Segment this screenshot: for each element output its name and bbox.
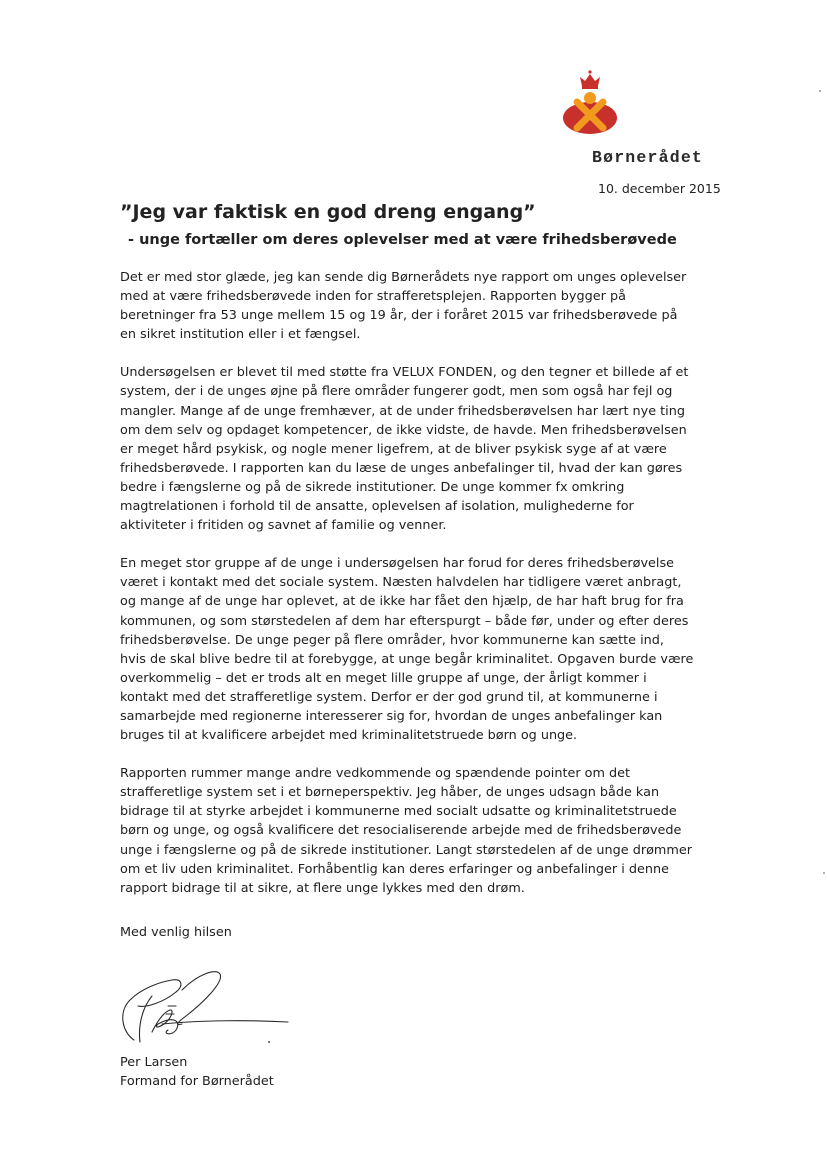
text-line: og mange af de unge har oplevet, at de ikke har fået den hjælp, de har haft brug for fra: [120, 594, 684, 610]
letter-body: [120, 268, 760, 917]
text-line: Rapporten rummer mange andre vedkommende og spændende pointer om det: [120, 766, 631, 782]
text-line: børn og unge, og også kvalificere det resocialiserende arbejde med de frihedsberøvede: [120, 823, 682, 839]
text-line: En meget stor gruppe af de unge i undersøgelsen har forud for deres frihedsberøvelse: [120, 556, 674, 572]
paragraph-3: [120, 554, 760, 745]
text-line: aktiviteter i fritiden og savnet af familie og venner.: [120, 518, 447, 534]
text-line: Det er med stor glæde, jeg kan sende dig Børnerådets nye rapport om unges oplevelser: [120, 270, 687, 285]
text-line: er meget hård psykisk, og nogle mener ligefrem, at de bliver psykisk syge af at være: [120, 441, 667, 457]
text-line: med at være frihedsberøvede inden for strafferetsplejen. Rapporten bygger på: [120, 289, 626, 305]
text-line: samarbejde med regionerne interesserer sig for, hvordan de unges anbefalinger kan: [120, 708, 663, 724]
letter-title: ”Jeg var faktisk en god dreng engang”: [120, 201, 536, 223]
signer-name: Per Larsen: [120, 1055, 188, 1070]
text-line: magtrelationen i forhold til de ansatte, oplevelsen af isolation, mulighederne for: [120, 499, 634, 515]
text-line: kommunen, og som størstedelen af dem har efterspurgt – både før, under og efter deres: [120, 613, 689, 629]
text-line: hvis de skal blive bedre til at forebygge, at unge begår kriminalitet. Opgaven burde være: [120, 651, 694, 667]
letter-subtitle: - unge fortæller om deres oplevelser med at være frihedsberøvede: [128, 232, 677, 248]
borneraadet-logo: [560, 66, 620, 138]
text-line: om dem selv og opdaget kompetencer, de ikke vidste, de havde. Men frihedsberøvelsen: [120, 422, 687, 438]
text-line: bruges til at kvalificere arbejdet med kriminalitetstruede børn og unge.: [120, 728, 578, 744]
paragraph-1: [120, 268, 760, 344]
text-line: rapport bidrage til at sikre, at flere unge lykkes med den drøm.: [120, 880, 525, 896]
text-line: strafferetlige system set i et børneperspektiv. Jeg håber, de unges udsagn både kan: [120, 785, 660, 801]
text-line: mangler. Mange af de unge fremhæver, at de under frihedsberøvelsen har lært nye ting: [120, 403, 685, 419]
letter-date: 10. december 2015: [598, 181, 721, 196]
text-line: kontakt med det strafferetlige system. Derfor er der god grund til, at kommunerne i: [120, 689, 658, 705]
scan-artifact: [823, 872, 825, 874]
paragraph-4: [120, 764, 760, 898]
signer-title: Formand for Børnerådet: [120, 1074, 274, 1089]
crown-icon: [580, 70, 600, 89]
text-line: system, der i de unges øjne på flere områder fungerer godt, men som også har fejl og: [120, 384, 673, 400]
text-line: frihedsberøvede. I rapporten kan du læse de unges anbefalinger til, hvad der kan gøres: [120, 460, 683, 476]
closing-salutation: Med venlig hilsen: [120, 925, 232, 940]
text-line: været i kontakt med det sociale system. Næsten halvdelen har tidligere været anbragt,: [120, 575, 682, 591]
text-line: bidrage til at styrke arbejdet i kommunerne med socialt udsatte og kriminalitetstruede: [120, 804, 677, 820]
text-line: frihedsberøvelse. De unge peger på flere områder, hvor kommunerne kan sætte ind,: [120, 632, 664, 648]
text-line: unge i fængslerne og på de sikrede institutioner. Langt størstedelen af de unge drømmer: [120, 842, 692, 858]
text-line: en sikret institution eller i et fængsel.: [120, 327, 361, 343]
text-line: Undersøgelsen er blevet til med støtte fra VELUX FONDEN, og den tegner et billede af et: [120, 365, 689, 381]
paragraph-2: [120, 363, 760, 535]
scan-artifact: [819, 90, 821, 92]
text-line: om et liv uden kriminalitet. Forhåbentlig kan deres erfaringer og anbefalinger i denne: [120, 861, 669, 877]
org-name: Børnerådet: [592, 148, 704, 167]
text-line: beretninger fra 53 unge mellem 15 og 19 år, der i foråret 2015 var frihedsberøvede på: [120, 308, 678, 324]
text-line: bedre i fængslerne og på de sikrede institutioner. De unge kommer fx omkring: [120, 479, 625, 495]
text-line: overkommelig – det er trods alt en meget lille gruppe af unge, der årligt kommer i: [120, 670, 647, 686]
handwritten-signature: [112, 962, 292, 1050]
